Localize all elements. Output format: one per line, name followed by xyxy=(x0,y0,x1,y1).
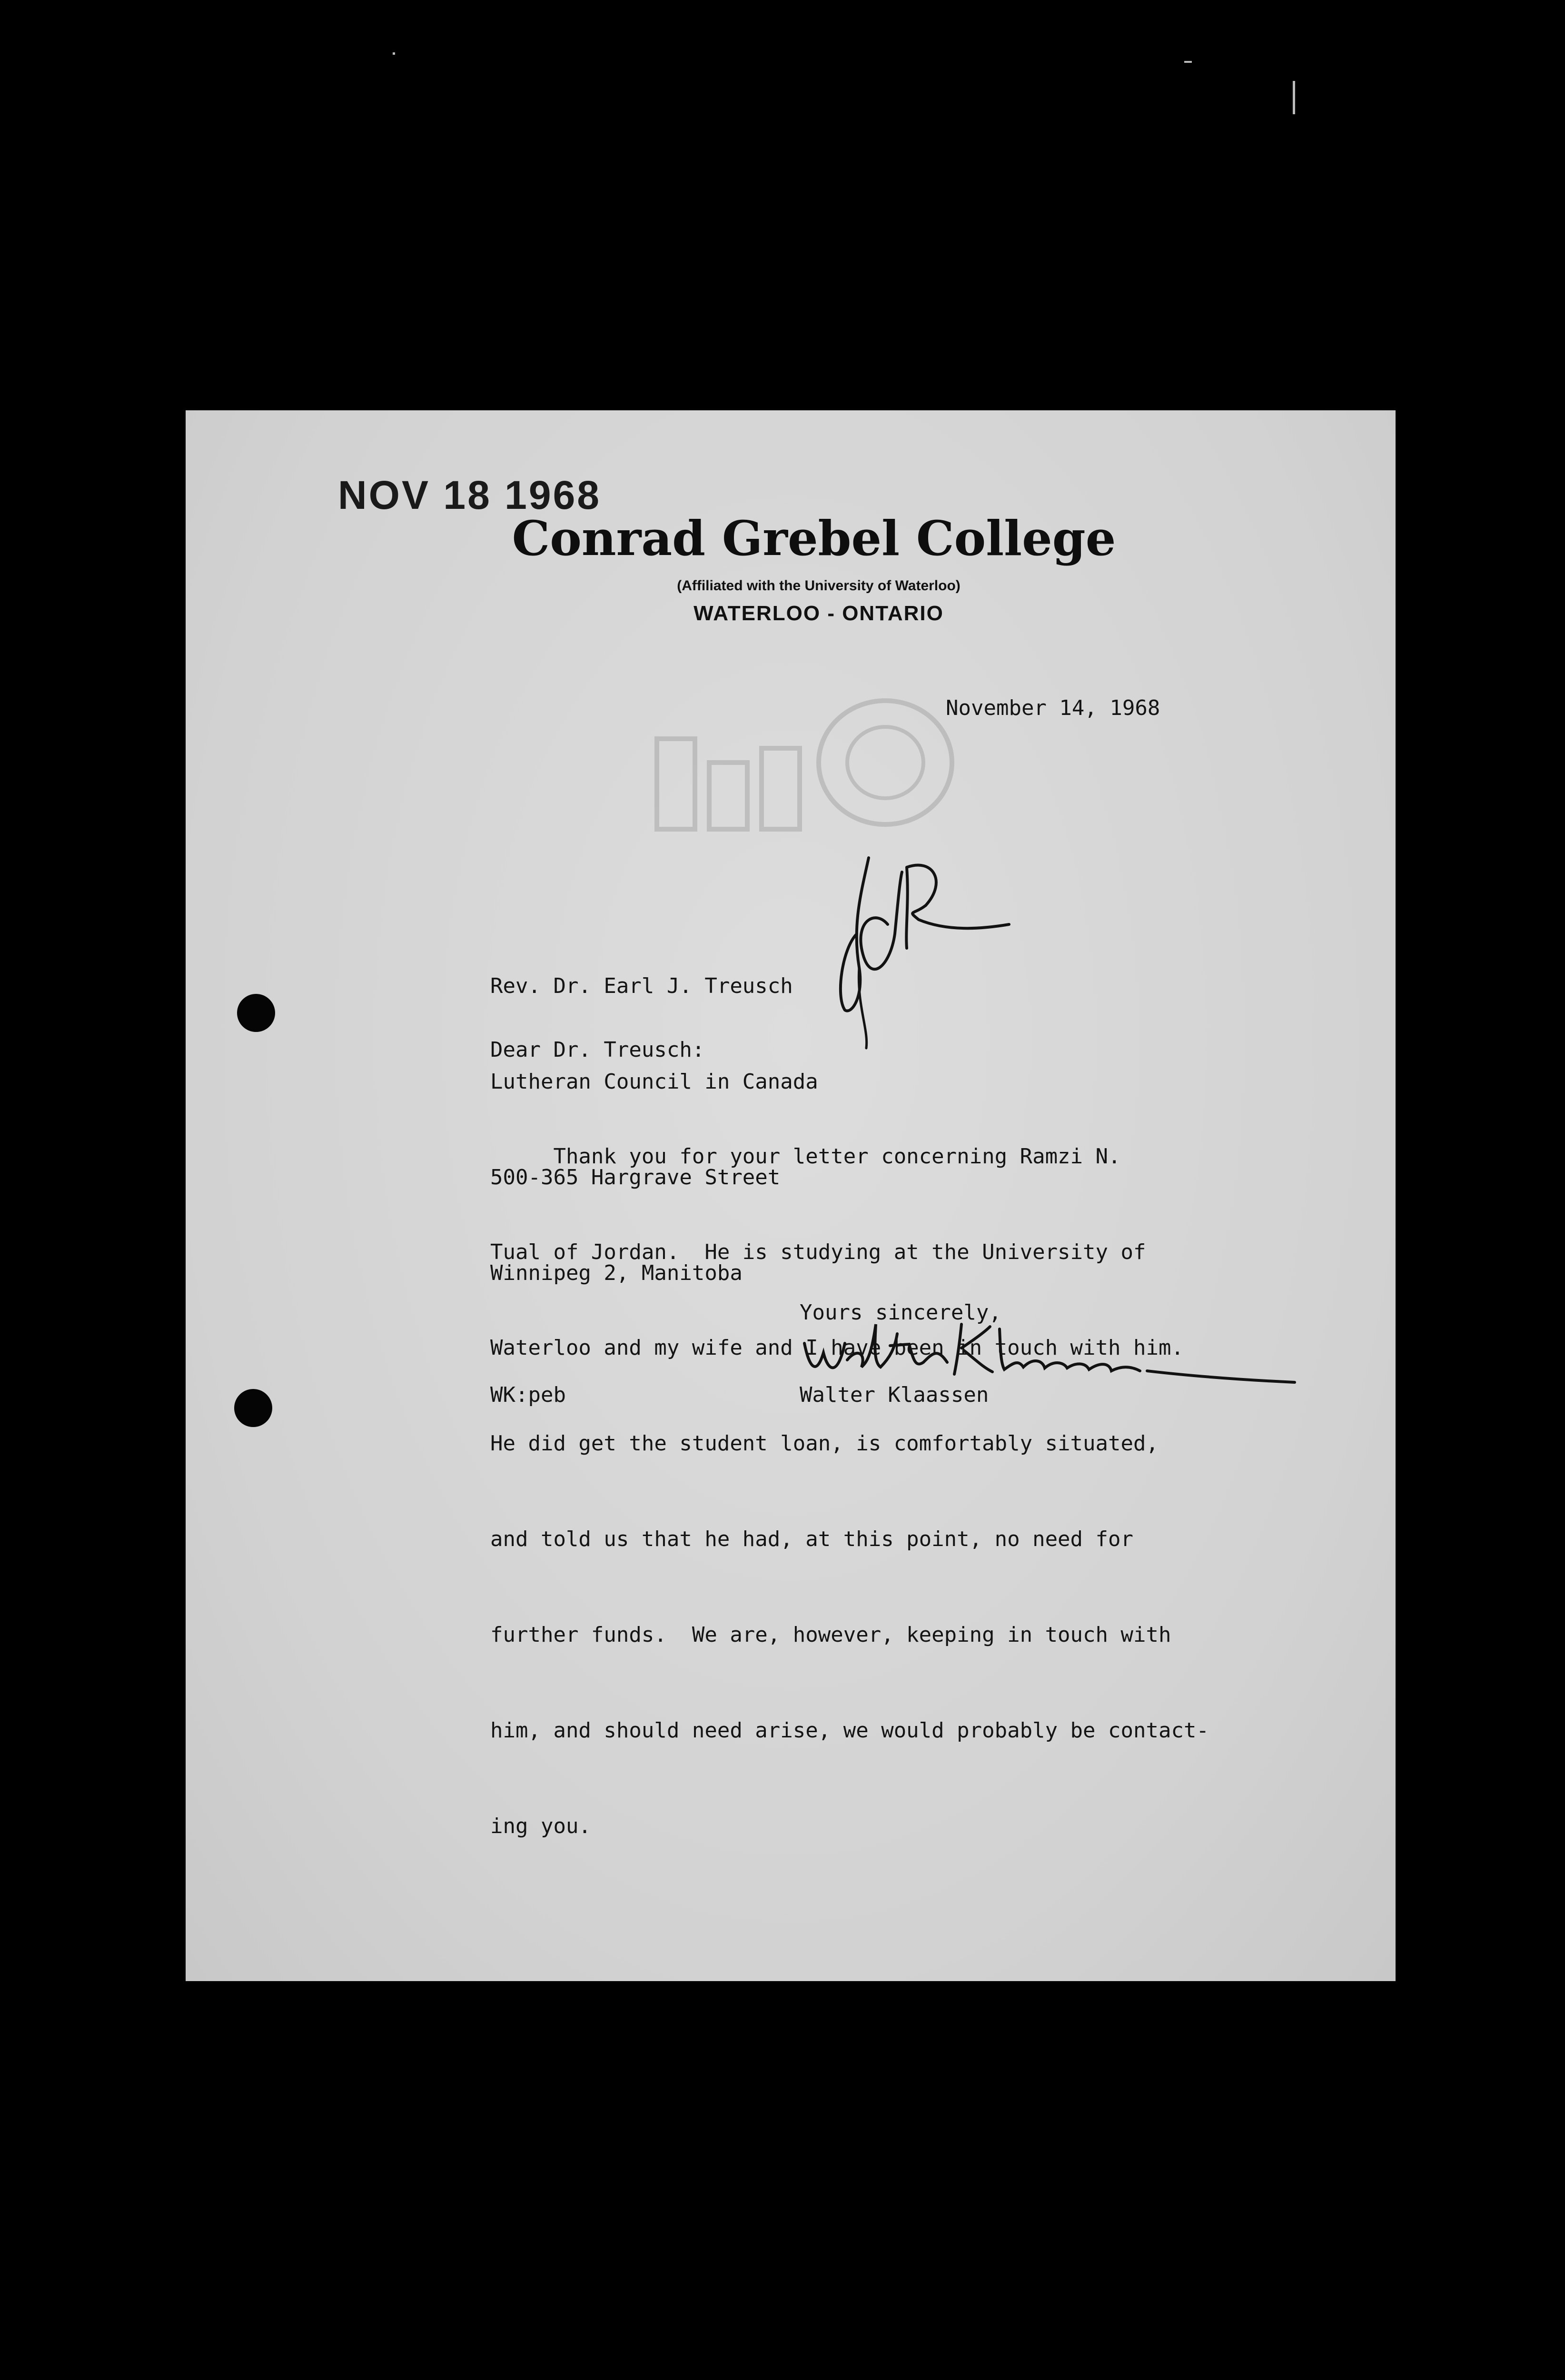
punch-hole xyxy=(237,994,275,1032)
address-line: Rev. Dr. Earl J. Treusch xyxy=(490,974,793,998)
faint-seal-watermark xyxy=(638,696,971,848)
body-line: Thank you for your letter concerning Ramzi N. xyxy=(490,1144,1121,1169)
address-line: 500-365 Hargrave Street xyxy=(490,1165,781,1190)
letter-date: November 14, 1968 xyxy=(946,696,1160,720)
reference-initials: WK:peb xyxy=(490,1383,566,1407)
letterhead-location: WATERLOO - ONTARIO xyxy=(693,602,944,625)
salutation: Dear Dr. Treusch: xyxy=(490,1038,705,1062)
film-edge-mark xyxy=(1184,61,1192,63)
recipient-initials-signature xyxy=(823,853,1023,1053)
film-edge-mark xyxy=(393,52,395,55)
body-line: He did get the student loan, is comfortably situated, xyxy=(490,1431,1159,1456)
body-line: ing you. xyxy=(490,1814,591,1838)
film-edge-mark xyxy=(1293,81,1295,114)
signer-name: Walter Klaassen xyxy=(800,1383,989,1407)
received-date-stamp: NOV 18 1968 xyxy=(338,473,602,517)
address-line: Winnipeg 2, Manitoba xyxy=(490,1261,743,1285)
closing: Yours sincerely, xyxy=(800,1300,1001,1325)
body-line: him, and should need arise, we would probably be contact- xyxy=(490,1718,1209,1743)
letterhead-institution: Conrad Grebel College xyxy=(512,510,1116,566)
address-line: Lutheran Council in Canada xyxy=(490,1070,818,1094)
body-line: Tual of Jordan. He is studying at the University of xyxy=(490,1240,1146,1264)
body-line: and told us that he had, at this point, no need for xyxy=(490,1527,1134,1551)
body-line: further funds. We are, however, keeping in touch with xyxy=(490,1623,1171,1647)
punch-hole xyxy=(234,1389,272,1427)
body-line: Waterloo and my wife and I have been in touch with him. xyxy=(490,1336,1184,1360)
letterhead-affiliation: (Affiliated with the University of Waterloo) xyxy=(677,578,961,594)
letter-sheet xyxy=(186,410,1396,1981)
letter-body xyxy=(490,1077,1209,1906)
